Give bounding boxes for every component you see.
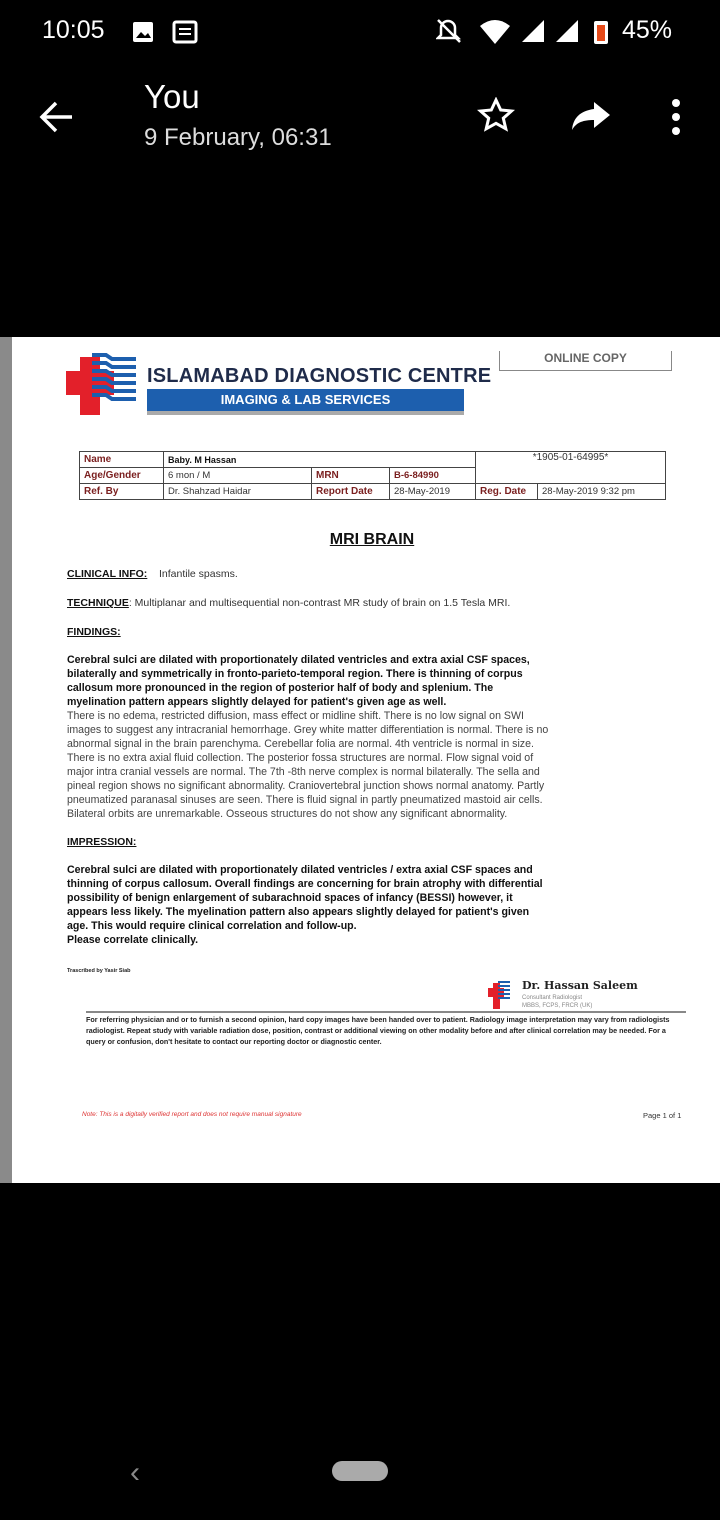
home-pill[interactable] xyxy=(332,1461,388,1481)
verification-note: Note: This is a digitally verified report and does not require manual signature xyxy=(82,1111,302,1118)
clinical-info: Infantile spasms. xyxy=(158,568,238,580)
message-date: 9 February, 06:31 xyxy=(144,124,332,151)
referring-doctor: Dr. Shahzad Haidar xyxy=(164,484,312,500)
patient-name: Baby. M Hassan xyxy=(164,452,476,468)
findings-text: There is no edema, restricted diffusion, mass effect or midline shift. There is no low signal on SWI images to suggest any intracranial hemorrhage. Grey white matter differentiation is normal. There is no abnormal signal in the brain parenchyma. Cerebellar folia are normal. 4th ventricle is normal in size. There is no extra axial fluid collection. The posterior fossa structures are normal. Flow signal void of major intra cranial vessels are normal. The 7th -8th nerve complex is normal bilaterally. The sella and pineal region shows no significant abnormality. Craniovertebral junction shows normal anatomy. Partly pneumatized paranasal sinuses are seen. There is fluid signal in partly pneumatized mastoid air cells. Bilateral orbits are unremarkable. Osseous structures do not show any significant abnormality. xyxy=(67,710,549,820)
notification-icons xyxy=(132,20,202,44)
doctor-role: Consultant Radiologist xyxy=(522,995,583,1001)
ref-label: Ref. By xyxy=(80,484,164,500)
report-date-label: Report Date xyxy=(312,484,390,500)
mrn-value: B-6-84990 xyxy=(390,468,476,484)
more-options-icon[interactable] xyxy=(668,98,684,136)
name-label: Name xyxy=(80,452,164,468)
age-gender: 6 mon / M xyxy=(164,468,312,484)
clinic-logo-icon xyxy=(66,351,146,417)
findings-bold: Cerebral sulci are dilated with proportionately dilated ventricles and extra axial CSF spaces, bilaterally and symmetrically in fronto-parieto-temporal region. There is thinning of corpus callosum more pronounced in the region of posterior half of body and splenium. The myelination pattern appears slightly delayed for patient's given age as well. xyxy=(67,654,530,708)
battery-percent: 45% xyxy=(622,16,673,44)
mrn-label: MRN xyxy=(312,468,390,484)
logo-underline xyxy=(147,411,464,415)
impression-label: IMPRESSION: xyxy=(67,836,137,848)
sender-name: You xyxy=(144,78,200,115)
clinic-tagline: IMAGING & LAB SERVICES xyxy=(147,389,464,411)
technique: : Multiplanar and multisequential non-contrast MR study of brain on 1.5 Tesla MRI. xyxy=(128,597,511,609)
online-copy-label: ONLINE COPY xyxy=(499,351,672,371)
system-icons xyxy=(436,18,616,46)
technique-label: TECHNIQUE xyxy=(67,597,129,609)
divider xyxy=(86,1011,686,1013)
scroll-strip xyxy=(0,337,12,1183)
nav-back-icon[interactable]: ‹ xyxy=(130,1456,140,1489)
findings-label: FINDINGS: xyxy=(67,626,121,638)
age-label: Age/Gender xyxy=(80,468,164,484)
status-bar xyxy=(0,0,720,62)
back-arrow-icon[interactable] xyxy=(38,100,74,134)
barcode-number: *1905-01-64995* xyxy=(476,452,666,484)
transcribed-by: Trascribed by Yasir Siab xyxy=(67,968,131,974)
page-number: Page 1 of 1 xyxy=(643,1111,682,1120)
clinic-name: ISLAMABAD DIAGNOSTIC CENTRE xyxy=(147,365,492,387)
doctor-name: Dr. Hassan Saleem xyxy=(522,979,638,992)
report-title: MRI BRAIN xyxy=(329,531,415,548)
star-icon[interactable] xyxy=(477,97,515,133)
patient-info-table xyxy=(79,451,666,500)
share-icon[interactable] xyxy=(570,100,612,132)
reg-date: 28-May-2019 9:32 pm xyxy=(538,484,666,500)
report-image xyxy=(12,337,720,1183)
report-date: 28-May-2019 xyxy=(390,484,476,500)
clinical-info-label: CLINICAL INFO: xyxy=(67,568,148,580)
impression-text: Cerebral sulci are dilated with proportionately dilated ventricles / extra axial CSF spaces and thinning of corpus callosum. Overall findings are concerning for brain atrophy with differential possibility of benign enlargement of subarachnoid spaces of infancy (BESSI) however, it appears less likely. The myelination pattern also appears slightly delayed for patient's given age. This would require clinical correlation and follow-up. Please correlate clinically. xyxy=(67,864,543,946)
clock: 10:05 xyxy=(42,16,105,44)
reg-date-label: Reg. Date xyxy=(476,484,538,500)
disclaimer: For referring physician and or to furnish a second opinion, hard copy images have been handed over to patient. Radiology image interpretation may vary from radiologists radiologist. Repeat study with variable radiation dose, position, contrast or additional viewing on other modality before and after clinical correlation may be needed. For a query or confusion, don't hesitate to contact our reporting doctor or diagnostic center. xyxy=(86,1015,670,1046)
signature-logo-icon xyxy=(488,979,512,1011)
doctor-qualifications: MBBS, FCPS, FRCR (UK) xyxy=(522,1003,593,1009)
